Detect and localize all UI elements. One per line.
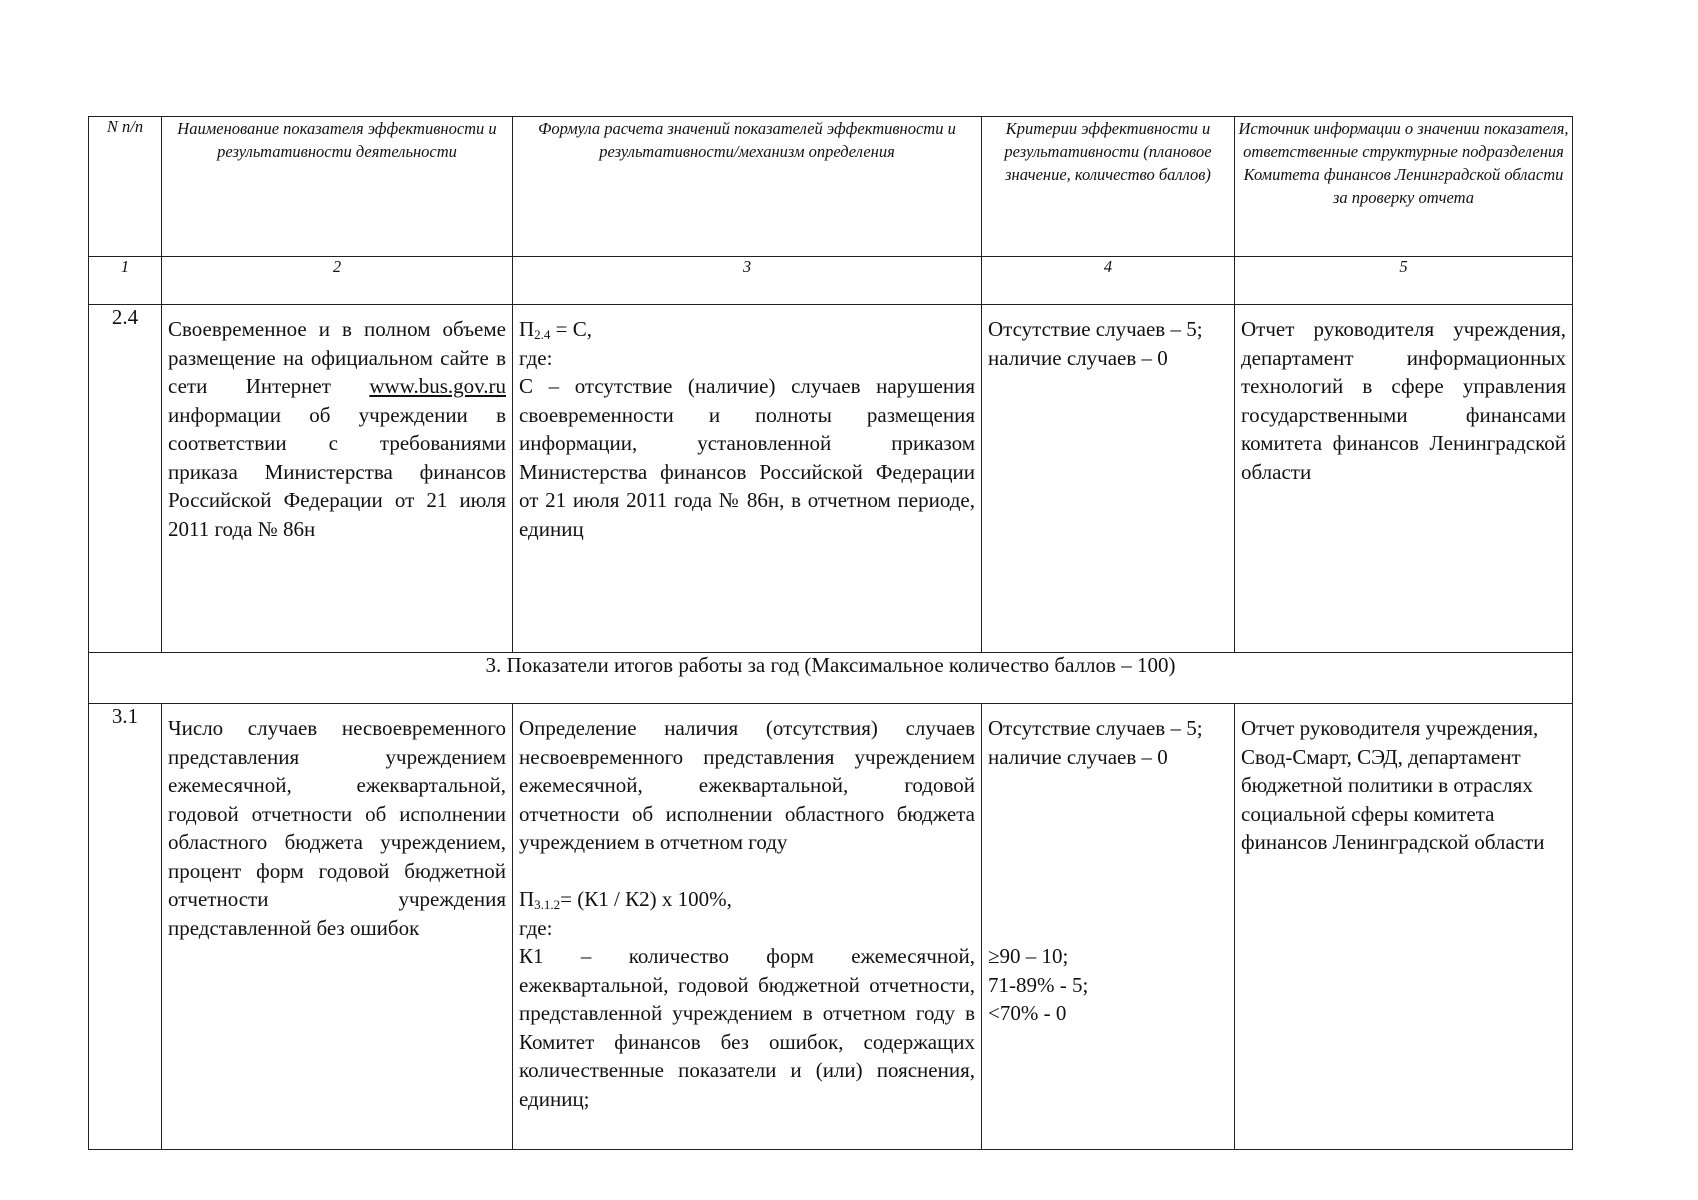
formula <box>513 704 981 1117</box>
indicator-name-cell <box>162 704 513 1150</box>
formula-expression: $П_{3.1.2}= (К1 / К2)$ х 100%, <box>519 887 732 912</box>
criteria-line: Отсутствие случаев – 5; <box>988 317 1203 341</box>
column-number: 5 <box>1235 257 1573 305</box>
column-number: 4 <box>982 257 1235 305</box>
criteria-cell <box>982 704 1235 1150</box>
website-link[interactable]: www.bus.gov.ru <box>369 374 506 398</box>
formula <box>513 305 981 547</box>
criteria-line: наличие случаев – 0 <box>988 744 1168 769</box>
criteria-line: наличие случаев – 0 <box>988 345 1168 370</box>
column-number: 1 <box>89 257 162 305</box>
header-source: Источник информации о значении показателя, ответственные структурные подразделения Комитета финансов Ленинградской области за проверку отчета <box>1235 117 1573 257</box>
formula-description: С – отсутствие (наличие) случаев нарушения своевременности и полноты размещения информации, установленной приказом Министерства финансов Российской Федерации от 21 июля 2011 года № 86н, в отчетном периоде, единиц <box>519 374 975 541</box>
indicators-table <box>88 116 1573 1150</box>
method-description: Определение наличия (отсутствия) случаев несвоевременного представления учреждением ежемесячной, ежеквартальной, годовой отчетности об исполнении областного бюджета учреждением в отчетном году <box>519 716 975 854</box>
source-cell <box>1235 704 1573 1150</box>
source: Отчет руководителя учреждения, департамент информационных технологий в сфере управления государственными финансами комитета финансов Ленинградской области <box>1241 317 1566 484</box>
table-row-3-1 <box>89 704 1573 1150</box>
criteria-line: ≥90 – 10; <box>988 944 1069 968</box>
row-number: 2.4 <box>89 305 162 653</box>
indicator-name <box>162 305 512 547</box>
indicator-name-cell <box>162 305 513 653</box>
indicator-name: Число случаев несвоевременного представления учреждением ежемесячной, ежеквартальной, годовой отчетности об исполнении областного бюджета учреждением, процент форм годовой бюджетной отчетности учреждения представленной без ошибок <box>168 716 506 940</box>
header-criteria: Критерии эффективности и результативности (плановое значение, количество баллов) <box>982 117 1235 257</box>
section-title: 3. Показатели итогов работы за год (Максимальное количество баллов – 100) <box>89 653 1573 704</box>
column-number: 2 <box>162 257 513 305</box>
formula-expression: $П_{2.4} = С$, <box>519 317 593 342</box>
formula-where: где: <box>519 345 553 370</box>
indicator-name-text: Своевременное и в полном объеме размещение на официальном сайте в сети Интернет <box>168 317 506 398</box>
formula-cell <box>513 305 982 653</box>
formula-where: где: <box>519 915 553 940</box>
criteria-line: Отсутствие случаев – 5; <box>988 716 1203 740</box>
column-numbers-row <box>89 257 1573 305</box>
table-row-2-4 <box>89 305 1573 653</box>
header-row <box>89 117 1573 257</box>
source-cell <box>1235 305 1573 653</box>
formula-cell <box>513 704 982 1150</box>
header-number: N п/п <box>89 117 162 257</box>
row-number: 3.1 <box>89 704 162 1150</box>
column-number: 3 <box>513 257 982 305</box>
header-formula: Формула расчета значений показателей эффективности и результативности/механизм определения <box>513 117 982 257</box>
header-indicator-name: Наименование показателя эффективности и результативности деятельности <box>162 117 513 257</box>
criteria-line: <70% - 0 <box>988 1001 1067 1025</box>
criteria-line: 71-89% - 5; <box>988 972 1089 997</box>
source: Отчет руководителя учреждения, Свод-Смарт, СЭД, департамент бюджетной политики в отраслях социальной сферы комитета финансов Ленинградской области <box>1241 716 1545 854</box>
criteria <box>982 305 1234 376</box>
indicator-name-text: информации об учреждении в соответствии с требованиями приказа Министерства финансов Российской Федерации от 21 июля 2011 года № 86н <box>168 402 506 541</box>
k1-description: К1 – количество форм ежемесячной, ежеквартальной, годовой бюджетной отчетности, представленной учреждением в отчетном году в Комитет финансов без ошибок, содержащих количественные показатели и (или) пояснения, единиц; <box>519 944 975 1111</box>
section-row <box>89 653 1573 704</box>
criteria-cell <box>982 305 1235 653</box>
criteria <box>982 704 1234 1032</box>
